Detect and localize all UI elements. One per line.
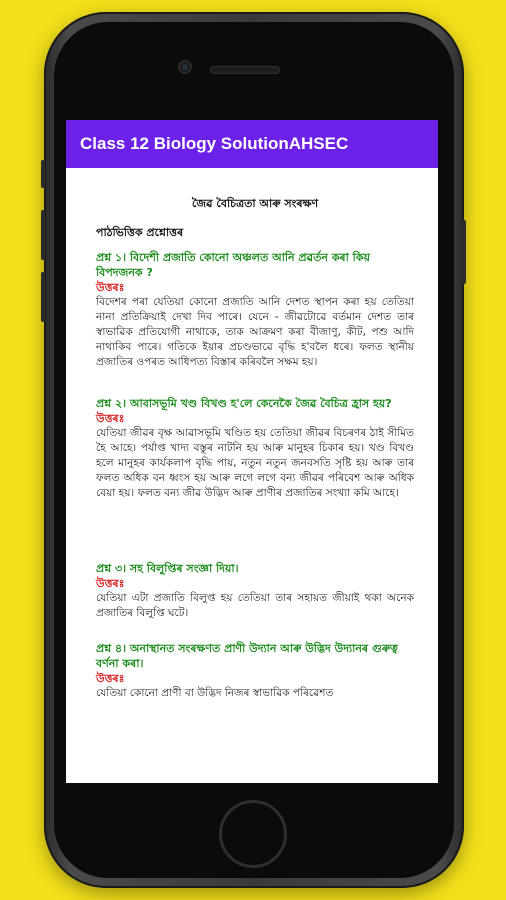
- answer-text: যেতিয়া এটা প্ৰজাতি বিলুপ্ত হয় তেতিয়া তাৰ সহায়ত জীয়াই থকা অনেক প্ৰজাতিৰ বিলুপ্তি ঘটে।: [96, 592, 414, 619]
- question-text: প্ৰশ্ন ১। বিদেশী প্ৰজাতি কোনো অঞ্চলত আনি প্ৰৱৰ্তন কৰা কিয় বিপদজনক ?: [96, 251, 370, 279]
- question-text: প্ৰশ্ন ৪। অনাস্থানত সংৰক্ষণত প্ৰাণী উদ্যান আৰু উদ্ভিদ উদ্যানৰ গুৰুত্ব বৰ্ণনা কৰা।: [96, 642, 398, 670]
- answer-label: উত্তৰঃ: [96, 577, 125, 590]
- app-title: Class 12 Biology SolutionAHSEC: [80, 134, 349, 153]
- volume-up-button: [41, 210, 45, 260]
- earpiece-speaker: [210, 66, 280, 74]
- answer-label: উত্তৰঃ: [96, 412, 125, 425]
- answer-text: যেতিয়া কোনো প্ৰাণী বা উদ্ভিদ নিজৰ স্বাভাৱিক পৰিৱেশত: [96, 687, 334, 699]
- question-text: প্ৰশ্ন ২। আবাসভূমি খণ্ড বিখণ্ড হ'লে কেনেকৈ জৈৱ বৈচিত্ৰ হ্ৰাস হয়?: [96, 397, 392, 410]
- answer-text: যেতিয়া জীৱৰ বৃক্ষ আৱাসভূমি খণ্ডিত হয় তেতিয়া জীৱৰ বিচৰণৰ ঠাই সীমিত হৈ আহে। পৰ্যাপ্ত খাদ্য বস্তুৰ নাটনি হয় আৰু মানুহৰ চিকাৰ হয়। খণ্ড বিখণ্ড হলে মানুহৰ কাৰ্যকলাপ বৃদ্ধি পায়, নতুন নতুন জনবসতি সৃষ্টি হয় আৰু তাৰ ফলত অধিক বন ধ্বংস হয় আৰু লগে লগে বন্য জীৱৰ পৰিবেশ আৰু অধিক বেয়া হয়। ফলত বন্য জীৱ উদ্ভিদ আৰু প্ৰাণীৰ প্ৰজাতিৰ সংখ্যা কমি আহে।: [96, 427, 414, 499]
- qa-item: [96, 561, 414, 621]
- document-title: জৈৱ বৈচিত্ৰতা আৰু সংৰক্ষণ: [191, 197, 319, 210]
- power-button: [462, 220, 466, 284]
- volume-down-button: [41, 272, 45, 322]
- answer-text: বিদেশৰ পৰা যেতিয়া কোনো প্ৰজাতি আনি দেশত স্থাপন কৰা হয় তেতিয়া নানা প্ৰতিক্ৰিয়াই দেখা দিব পাৰে। যেনে - জীৱটোৱে বৰ্তমান দেশত তাৰ স্বাভাৱিক প্ৰতিযোগী নাথাকে, তাক আক্ৰমণ কৰা বীজাণু, কীট, পশু আদি নাথাকিব পাৰে। গতিকে ইয়াৰ প্ৰচণ্ডভাৱে বৃদ্ধি হ'বলৈ ধৰে। ফলত স্থানীয় প্ৰজাতিৰ ওপৰত আধিপত্য বিস্তাৰ কৰিবলৈ সক্ষম হয়।: [96, 296, 414, 368]
- section-heading: পাঠভিত্তিক প্ৰশ্নোত্তৰ: [96, 226, 184, 239]
- qa-item: [96, 250, 414, 370]
- app-screen: [66, 120, 438, 783]
- qa-item: [96, 396, 414, 501]
- front-camera-icon: [178, 60, 192, 74]
- question-text: প্ৰশ্ন ৩। সহ বিলুপ্তিৰ সংজ্ঞা দিয়া।: [96, 562, 239, 575]
- answer-label: উত্তৰঃ: [96, 672, 125, 685]
- mute-switch: [41, 160, 45, 188]
- answer-label: উত্তৰঃ: [96, 281, 125, 294]
- document-content[interactable]: [66, 168, 438, 701]
- app-bar: [66, 120, 438, 168]
- qa-item: [96, 641, 414, 701]
- home-button[interactable]: [219, 800, 287, 868]
